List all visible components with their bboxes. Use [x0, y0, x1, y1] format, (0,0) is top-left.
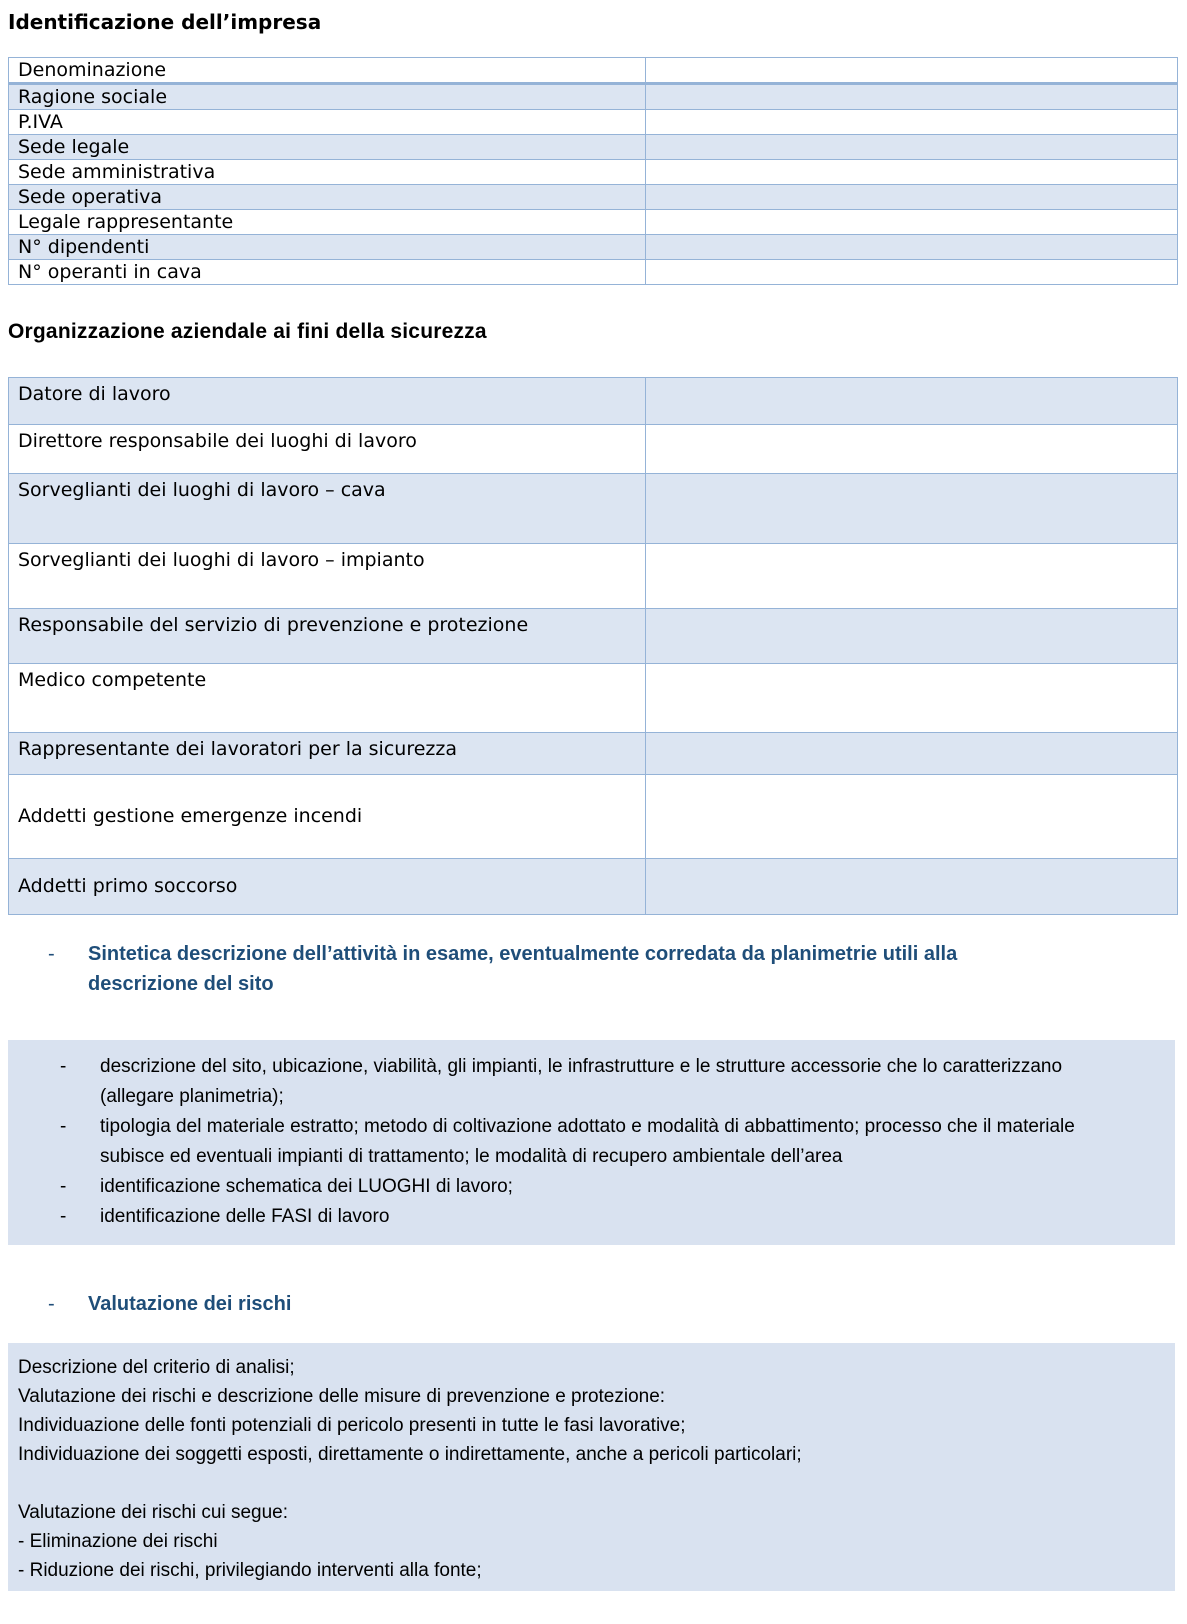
table-row — [9, 160, 1178, 185]
list-item — [8, 1202, 1165, 1232]
text-line: Descrizione del criterio di analisi; — [18, 1357, 295, 1378]
row-label: Addetti primo soccorso — [9, 859, 646, 915]
row-label: P.IVA — [9, 110, 646, 135]
row-value-cell[interactable] — [646, 733, 1178, 775]
text-line: Individuazione delle fonti potenziali di pericolo presenti in tutte le fasi lavorative; — [18, 1415, 686, 1436]
row-value-cell[interactable] — [646, 609, 1178, 664]
row-label: Rappresentante dei lavoratori per la sicurezza — [9, 733, 646, 775]
row-value-cell[interactable] — [646, 474, 1178, 544]
list-item-text: tipologia del materiale estratto; metodo di coltivazione adottato e modalità di abbattimento; processo che il materiale subisce ed eventuali impianti di trattamento; le modalità di recupero ambientale dell’area — [100, 1116, 1075, 1167]
row-value-cell[interactable] — [646, 210, 1178, 235]
table-row — [9, 110, 1178, 135]
row-value-cell[interactable] — [646, 775, 1178, 859]
table-row — [9, 664, 1178, 733]
list-item-text: identificazione delle FASI di lavoro — [100, 1206, 390, 1227]
list-dash: - — [60, 1206, 67, 1227]
table-row — [9, 425, 1178, 474]
row-value-cell[interactable] — [646, 260, 1178, 285]
row-label: N° dipendenti — [9, 235, 646, 260]
table-row — [9, 775, 1178, 859]
section-title-organizzazione: Organizzazione aziendale ai fini della sicurezza — [8, 320, 487, 343]
row-label: Ragione sociale — [9, 84, 646, 110]
row-label: Datore di lavoro — [9, 378, 646, 425]
list-item-text: descrizione del sito, ubicazione, viabilità, gli impianti, le infrastrutture e le strutture accessorie che lo caratterizzano (allegare planimetria); — [100, 1056, 1063, 1107]
row-value-cell[interactable] — [646, 185, 1178, 210]
table-row — [9, 733, 1178, 775]
list-dash: - — [60, 1176, 67, 1197]
heading-text: Sintetica descrizione dell’attività in esame, eventualmente corredata da planimetrie utili alla descrizione del sito — [88, 943, 958, 995]
list-item — [8, 1052, 1165, 1112]
row-label: Responsabile del servizio di prevenzione e protezione — [9, 609, 646, 664]
row-label: Sede amministrativa — [9, 160, 646, 185]
row-value-cell[interactable] — [646, 859, 1178, 915]
row-value-cell[interactable] — [646, 110, 1178, 135]
organizzazione-table — [8, 377, 1178, 915]
table-row — [9, 84, 1178, 110]
row-value-cell[interactable] — [646, 378, 1178, 425]
text-line: Valutazione dei rischi cui segue: — [18, 1502, 289, 1523]
list-dash: - — [48, 1293, 55, 1315]
row-value-cell[interactable] — [646, 58, 1178, 84]
list-dash: - — [48, 943, 55, 965]
row-value-cell[interactable] — [646, 425, 1178, 474]
table-row — [9, 474, 1178, 544]
row-label: Sorveglianti dei luoghi di lavoro – impianto — [9, 544, 646, 609]
table-row — [9, 58, 1178, 84]
row-value-cell[interactable] — [646, 235, 1178, 260]
list-dash: - — [60, 1116, 67, 1137]
section-heading-valutazione — [8, 1289, 1177, 1319]
section-title-identificazione: Identificazione dell’impresa — [8, 10, 322, 34]
row-label: Denominazione — [9, 58, 646, 84]
row-label: Legale rappresentante — [9, 210, 646, 235]
table-row — [9, 260, 1178, 285]
row-label: Direttore responsabile dei luoghi di lavoro — [9, 425, 646, 474]
valutazione-block — [8, 1343, 1175, 1591]
row-label: Medico competente — [9, 664, 646, 733]
row-value-cell[interactable] — [646, 664, 1178, 733]
table-row — [9, 235, 1178, 260]
text-line: - Eliminazione dei rischi — [18, 1531, 218, 1552]
text-line: - Riduzione dei rischi, privilegiando interventi alla fonte; — [18, 1560, 482, 1581]
descrizione-block — [8, 1040, 1175, 1245]
row-value-cell[interactable] — [646, 544, 1178, 609]
identificazione-table — [8, 57, 1178, 285]
table-row — [9, 135, 1178, 160]
row-label: Addetti gestione emergenze incendi — [9, 775, 646, 859]
list-item — [8, 1172, 1165, 1202]
row-label: Sede legale — [9, 135, 646, 160]
list-dash: - — [60, 1056, 67, 1077]
text-line: Individuazione dei soggetti esposti, direttamente o indirettamente, anche a pericoli particolari; — [18, 1444, 802, 1465]
table-row — [9, 544, 1178, 609]
table-row — [9, 609, 1178, 664]
list-item-text: identificazione schematica dei LUOGHI di lavoro; — [100, 1176, 513, 1197]
table-row — [9, 210, 1178, 235]
row-label: Sede operativa — [9, 185, 646, 210]
row-label: Sorveglianti dei luoghi di lavoro – cava — [9, 474, 646, 544]
list-item — [8, 1112, 1165, 1172]
row-label: N° operanti in cava — [9, 260, 646, 285]
heading-text: Valutazione dei rischi — [88, 1293, 292, 1315]
table-row — [9, 185, 1178, 210]
table-row — [9, 859, 1178, 915]
row-value-cell[interactable] — [646, 135, 1178, 160]
text-line — [18, 1469, 1165, 1498]
section-heading-descrizione — [8, 939, 1177, 999]
row-value-cell[interactable] — [646, 84, 1178, 110]
row-value-cell[interactable] — [646, 160, 1178, 185]
text-line: Valutazione dei rischi e descrizione delle misure di prevenzione e protezione: — [18, 1386, 666, 1407]
table-row — [9, 378, 1178, 425]
